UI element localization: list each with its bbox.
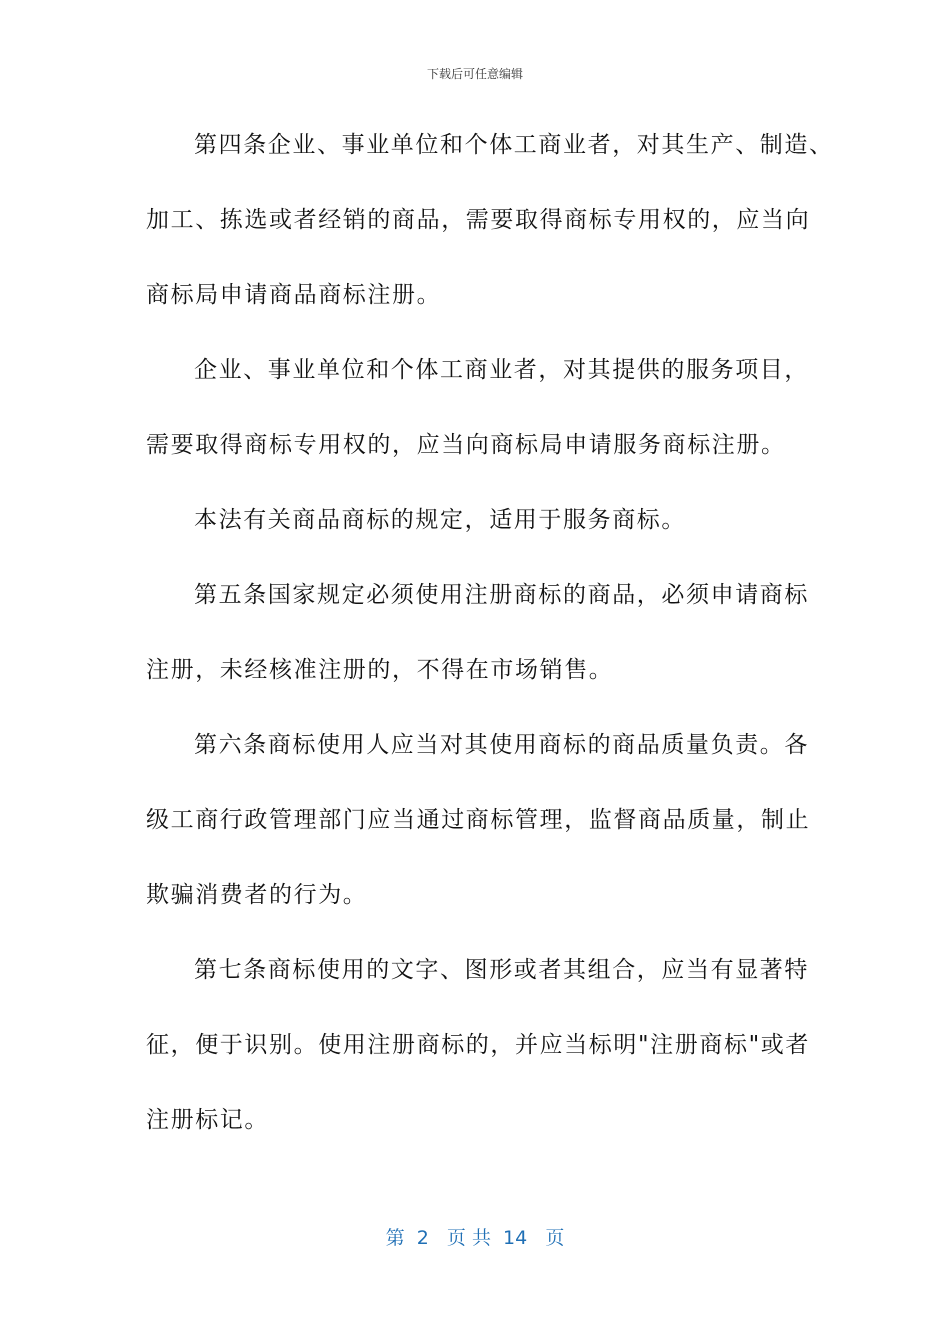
text-line: 第四条企业、事业单位和个体工商业者，对其生产、制造、	[194, 132, 834, 158]
text-line: 第七条商标使用的文字、图形或者其组合，应当有显著特	[194, 957, 809, 983]
document-body	[146, 120, 834, 1170]
text-line: 注册，未经核准注册的，不得在市场销售。	[146, 657, 614, 683]
text-line: 商标局申请商品商标注册。	[146, 282, 442, 308]
text-line: 加工、拣选或者经销的商品，需要取得商标专用权的，应当向	[146, 207, 811, 233]
text-line: 征，便于识别。使用注册商标的，并应当标明"注册商标"或者	[146, 1032, 810, 1058]
page-header-note: 下载后可任意编辑	[426, 67, 523, 81]
text-line: 需要取得商标专用权的，应当向商标局申请服务商标注册。	[146, 432, 786, 458]
text-line: 欺骗消费者的行为。	[146, 882, 368, 908]
page-number-footer: 第 2 页 共 14 页	[385, 1227, 565, 1249]
text-line: 第五条国家规定必须使用注册商标的商品，必须申请商标	[194, 582, 809, 608]
text-line: 注册标记。	[146, 1107, 269, 1133]
text-line: 级工商行政管理部门应当通过商标管理，监督商品质量，制止	[146, 807, 811, 833]
text-line: 企业、事业单位和个体工商业者，对其提供的服务项目，	[194, 357, 809, 383]
text-line: 本法有关商品商标的规定，适用于服务商标。	[194, 507, 686, 533]
text-line: 第六条商标使用人应当对其使用商标的商品质量负责。各	[194, 732, 809, 758]
